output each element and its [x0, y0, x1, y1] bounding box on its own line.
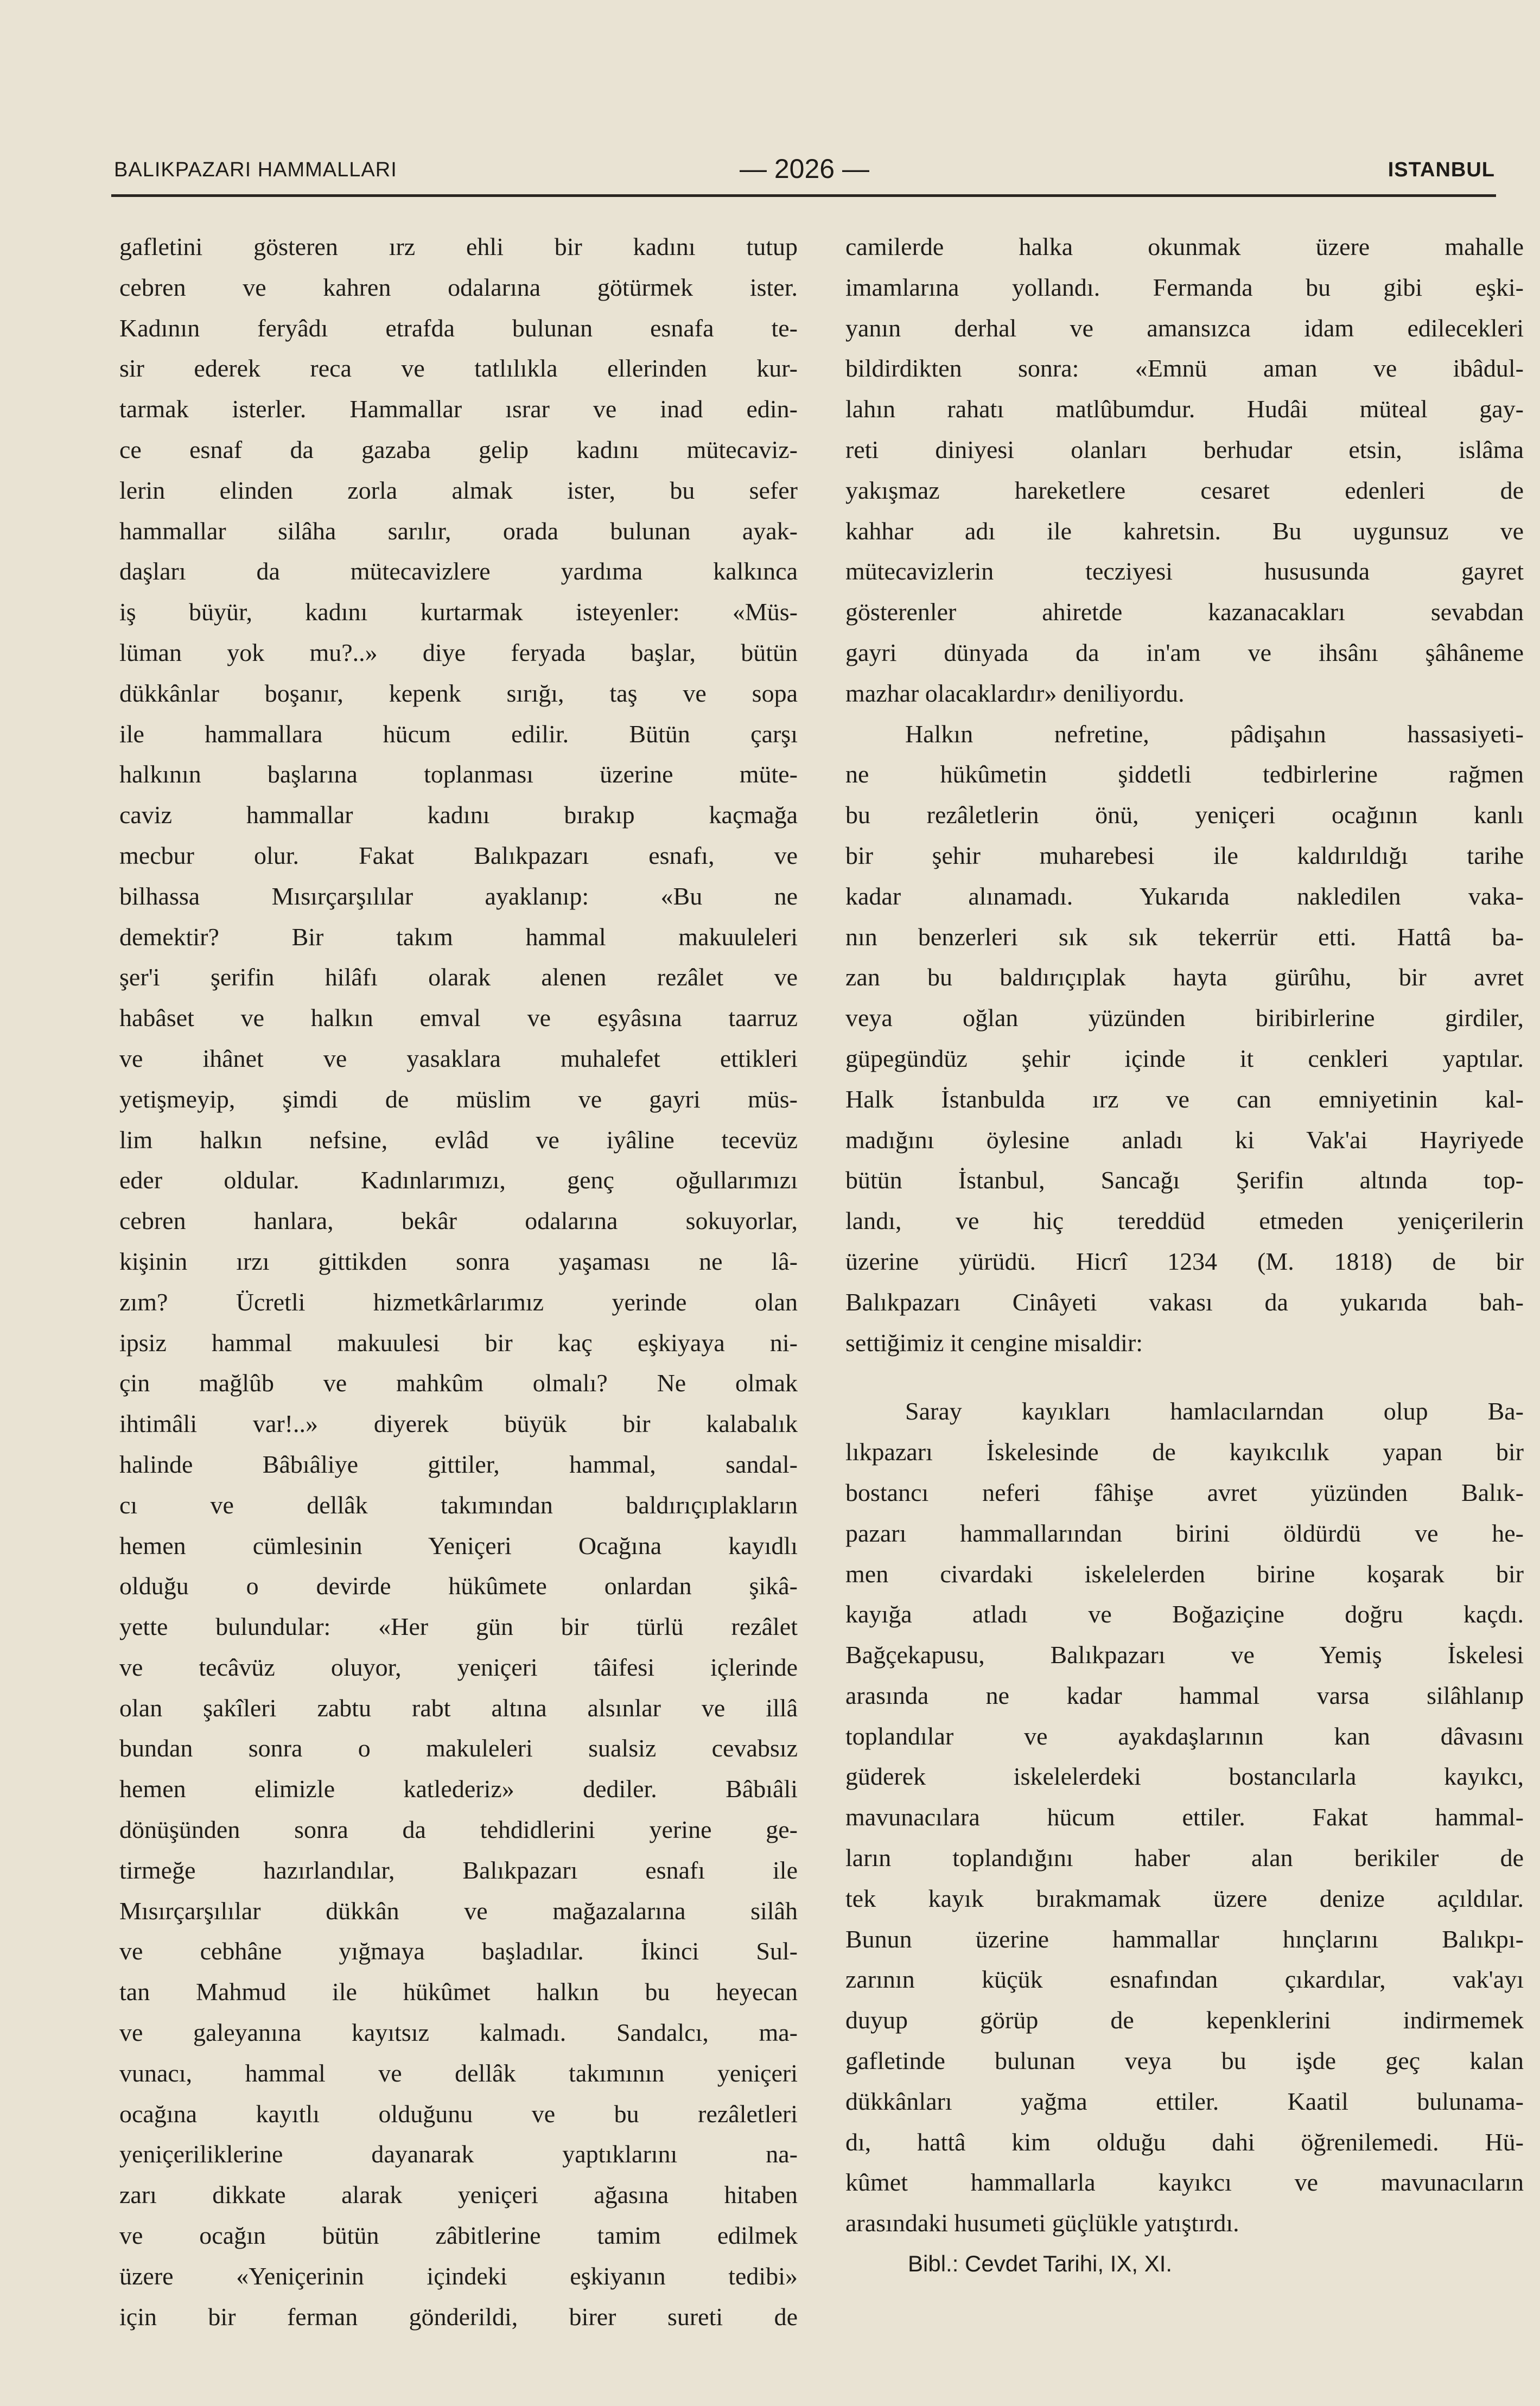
text-line: kayığa atladı ve Boğaziçine doğru kaçdı.	[845, 1600, 1524, 1628]
text-line: bostancı neferi fâhişe avret yüzünden Balık-	[845, 1478, 1524, 1506]
text-line: üzere «Yeniçerinin içindeki eşkiyanın tedibi»	[119, 2262, 798, 2290]
text-line: halkının başlarına toplanması üzerine müte-	[119, 760, 798, 788]
text-line: pazarı hammallarından birini öldürdü ve he-	[845, 1519, 1524, 1547]
text-line: tek kayık bırakmamak üzere denize açıldılar.	[845, 1884, 1524, 1912]
text-line: yette bulundular: «Her gün bir türlü rezâlet	[119, 1613, 798, 1641]
text-line: ve ihânet ve yasaklara muhalefet ettikleri	[119, 1044, 798, 1072]
text-line: toplandılar ve ayakdaşlarının kan dâvasını	[845, 1722, 1524, 1750]
text-line: ile hammallara hücum edilir. Bütün çarşı	[119, 720, 798, 748]
text-line: gafletinde bulunan veya bu işde geç kalan	[845, 2047, 1524, 2075]
header-rule	[111, 194, 1496, 197]
text-line: ve tecâvüz oluyor, yeniçeri tâifesi içlerinde	[119, 1653, 798, 1681]
text-line: ce esnaf da gazaba gelip kadını mütecaviz-	[119, 435, 798, 463]
text-line: mütecavizlerin tecziyesi hususunda gayret	[845, 557, 1524, 585]
text-line: Halk İstanbulda ırz ve can emniyetinin kal-	[845, 1085, 1524, 1113]
text-line: şer'i şerifin hilâfı olarak alenen rezâlet ve	[119, 963, 798, 991]
text-line: gafletini gösteren ırz ehli bir kadını tutup	[119, 233, 798, 260]
text-line: iş büyür, kadını kurtarmak isteyenler: «Müs-	[119, 598, 798, 626]
text-line: tarmak isterler. Hammallar ısrar ve inad edin-	[119, 395, 798, 423]
text-line: kadar alınamadı. Yukarıda nakledilen vaka-	[845, 882, 1524, 910]
text-line: üzerine yürüdü. Hicrî 1234 (M. 1818) de bir	[845, 1247, 1524, 1275]
paragraph-saray-kayiklari	[845, 1391, 1524, 2244]
text-line: çin mağlûb ve mahkûm olmalı? Ne olmak	[119, 1369, 798, 1397]
text-line: bu rezâletlerin önü, yeniçeri ocağının kanlı	[845, 801, 1524, 829]
text-line: dükkânları yağma ettiler. Kaatil bulunama-	[845, 2087, 1524, 2115]
text-line: ocağına kayıtlı olduğunu ve bu rezâletleri	[119, 2099, 798, 2128]
page-number: — 2026 —	[739, 154, 869, 184]
text-line: duyup görüp de kepenklerini indirmemek	[845, 2006, 1524, 2034]
text-line: ların toplandığını haber alan berikiler de	[845, 1844, 1524, 1872]
text-line: ihtimâli var!..» diyerek büyük bir kalabalık	[119, 1410, 798, 1438]
text-line: lüman yok mu?..» diye feryada başlar, bütün	[119, 638, 798, 666]
text-line: bir şehir muharebesi ile kaldırıldığı tarihe	[845, 841, 1524, 869]
text-line: cebren ve kahren odalarına götürmek ister.	[119, 273, 798, 301]
text-line: mecbur olur. Fakat Balıkpazarı esnafı, ve	[119, 841, 798, 869]
text-line: yakışmaz hareketlere cesaret edenleri de	[845, 476, 1524, 504]
text-line: mavunacılara hücum ettiler. Fakat hammal-	[845, 1803, 1524, 1831]
text-line: eder oldular. Kadınlarımızı, genç oğullarımızı	[119, 1166, 798, 1194]
text-line: lahın rahatı matlûbumdur. Hudâi müteal gay-	[845, 395, 1524, 423]
text-line: yetişmeyip, şimdi de müslim ve gayri müs-	[119, 1085, 798, 1113]
text-line: daşları da mütecavizlere yardıma kalkınca	[119, 557, 798, 585]
text-line: ve cebhâne yığmaya başladılar. İkinci Sul-	[119, 1937, 798, 1965]
left-column	[119, 227, 798, 2337]
header-title: BALIKPAZARI HAMMALLARI	[114, 158, 397, 181]
text-line: landı, ve hiç tereddüd etmeden yeniçerilerin	[845, 1207, 1524, 1235]
text-line: caviz hammallar kadını bırakıp kaçmağa	[119, 801, 798, 829]
text-line: arasındaki husumeti güçlükle yatıştırdı.	[845, 2209, 1239, 2237]
header-publication: ISTANBUL	[1388, 158, 1495, 181]
text-line: nın benzerleri sık sık tekerrür etti. Hattâ ba-	[845, 922, 1524, 951]
text-line: dı, hattâ kim olduğu dahi öğrenilemedi. Hü-	[845, 2128, 1524, 2156]
text-line: lerin elinden zorla almak ister, bu sefer	[119, 476, 798, 504]
text-line: Bunun üzerine hammallar hınçlarını Balıkpı-	[845, 1925, 1524, 1953]
text-line: kahhar adı ile kahretsin. Bu uygunsuz ve	[845, 517, 1524, 545]
text-line: camilerde halka okunmak üzere mahalle	[845, 233, 1524, 260]
text-line: dükkânlar boşanır, kepenk sırığı, taş ve sopa	[119, 679, 798, 707]
text-line: kişinin ırzı gittikden sonra yaşaması ne lâ-	[119, 1247, 798, 1275]
text-line: dönüşünden sonra da tehdidlerini yerine ge-	[119, 1816, 798, 1844]
text-line: bildirdikten sonra: «Emnü aman ve ibâdul-	[845, 354, 1524, 383]
text-line: reti diniyesi olanları berhudar etsin, islâma	[845, 435, 1524, 463]
text-line: bundan sonra o makuleleri sualsiz cevabsız	[119, 1734, 798, 1762]
text-line: arasında ne kadar hammal varsa silâhlanıp	[845, 1681, 1524, 1709]
text-line: gösterenler ahiretde kazanacakları sevabdan	[845, 598, 1524, 626]
text-line: imamlarına yollandı. Fermanda bu gibi eşki-	[845, 273, 1524, 301]
text-line: mazhar olacaklardır» deniliyordu.	[845, 679, 1185, 707]
text-line: halinde Bâbıâliye gittiler, hammal, sandal-	[119, 1450, 798, 1478]
text-line: lıkpazarı İskelesinde de kayıkcılık yapan bir	[845, 1438, 1524, 1466]
bibliography: Bibl.: Cevdet Tarihi, IX, XI.	[908, 2251, 1173, 2277]
text-line: tan Mahmud ile hükûmet halkın bu heyecan	[119, 1978, 798, 2006]
text-line: Kadının feryâdı etrafda bulunan esnafa te-	[119, 314, 798, 342]
text-line: men civardaki iskelelerden birine koşarak bir	[845, 1560, 1524, 1588]
text-line: settiğimiz it cengine misaldir:	[845, 1328, 1143, 1357]
text-line: ne hükûmetin şiddetli tedbirlerine rağmen	[845, 760, 1524, 788]
text-line: cebren hanlara, bekâr odalarına sokuyorlar,	[119, 1207, 798, 1235]
text-line: güpegündüz şehir içinde it cenkleri yaptılar.	[845, 1044, 1524, 1072]
text-line: hammallar silâha sarılır, orada bulunan ayak-	[119, 517, 798, 545]
text-line: için bir ferman gönderildi, birer sureti de	[119, 2302, 798, 2331]
right-column	[845, 227, 1524, 2284]
text-line: güderek iskelelerdeki bostancılarla kayıkcı,	[845, 1762, 1524, 1791]
text-line: ve ocağın bütün zâbitlerine tamim edilmek	[119, 2222, 798, 2250]
text-line: Saray kayıkları hamlacılarndan olup Ba-	[905, 1397, 1524, 1425]
text-line: habâset ve halkın emval ve eşyâsına taarruz	[119, 1004, 798, 1032]
text-line: zarı dikkate alarak yeniçeri ağasına hitaben	[119, 2181, 798, 2209]
text-line: demektir? Bir takım hammal makuuleleri	[119, 922, 798, 951]
text-line: veya oğlan yüzünden biribirlerine girdiler,	[845, 1004, 1524, 1032]
paragraph-ferman	[845, 227, 1524, 714]
text-line: bütün İstanbul, Sancağı Şerifin altında top-	[845, 1166, 1524, 1194]
text-line: yanın derhal ve amansızca idam edilecekleri	[845, 314, 1524, 342]
text-line: yeniçeriliklerine dayanarak yaptıklarını na-	[119, 2140, 798, 2168]
running-header	[114, 148, 1495, 191]
text-line: tirmeğe hazırlandılar, Balıkpazarı esnafı ile	[119, 1856, 798, 1884]
text-line: lim halkın nefsine, evlâd ve iyâline tecevüz	[119, 1125, 798, 1154]
text-line: ipsiz hammal makuulesi bir kaç eşkiyaya ni-	[119, 1328, 798, 1357]
text-line: olduğu o devirde hükûmete onlardan şikâ-	[119, 1572, 798, 1600]
paragraph-gap	[845, 1363, 1524, 1391]
text-line: hemen cümlesinin Yeniçeri Ocağına kayıdlı	[119, 1531, 798, 1560]
text-line: Halkın nefretine, pâdişahın hassasiyeti-	[905, 720, 1524, 748]
text-line: Balıkpazarı Cinâyeti vakası da yukarıda bah-	[845, 1288, 1524, 1316]
text-line: sir ederek reca ve tatlılıkla ellerinden kur-	[119, 354, 798, 383]
text-line: bilhassa Mısırçarşılılar ayaklanıp: «Bu ne	[119, 882, 798, 910]
text-line: gayri dünyada da in'am ve ihsânı şâhâneme	[845, 638, 1524, 666]
text-line: Bağçekapusu, Balıkpazarı ve Yemiş İskelesi	[845, 1641, 1524, 1669]
text-line: hemen elimizle katlederiz» dediler. Bâbıâli	[119, 1775, 798, 1803]
paragraph-halkin-nefretine	[845, 714, 1524, 1364]
text-line: cı ve dellâk takımından baldırıçıplakların	[119, 1491, 798, 1519]
text-line: vunacı, hammal ve dellâk takımının yeniçeri	[119, 2059, 798, 2087]
text-line: zım? Ücretli hizmetkârlarımız yerinde olan	[119, 1288, 798, 1316]
text-line: olan şakîleri zabtu rabt altına alsınlar ve illâ	[119, 1694, 798, 1722]
text-line: Mısırçarşılılar dükkân ve mağazalarına silâh	[119, 1896, 798, 1925]
text-line: ve galeyanına kayıtsız kalmadı. Sandalcı, ma-	[119, 2019, 798, 2047]
text-line: zan bu baldırıçıplak hayta gürûhu, bir avret	[845, 963, 1524, 991]
text-line: kûmet hammallarla kayıkcı ve mavunacıların	[845, 2168, 1524, 2197]
text-line: madığını öylesine anladı ki Vak'ai Hayriyede	[845, 1125, 1524, 1154]
text-line: zarının küçük esnafından çıkardılar, vak'ayı	[845, 1965, 1524, 1994]
